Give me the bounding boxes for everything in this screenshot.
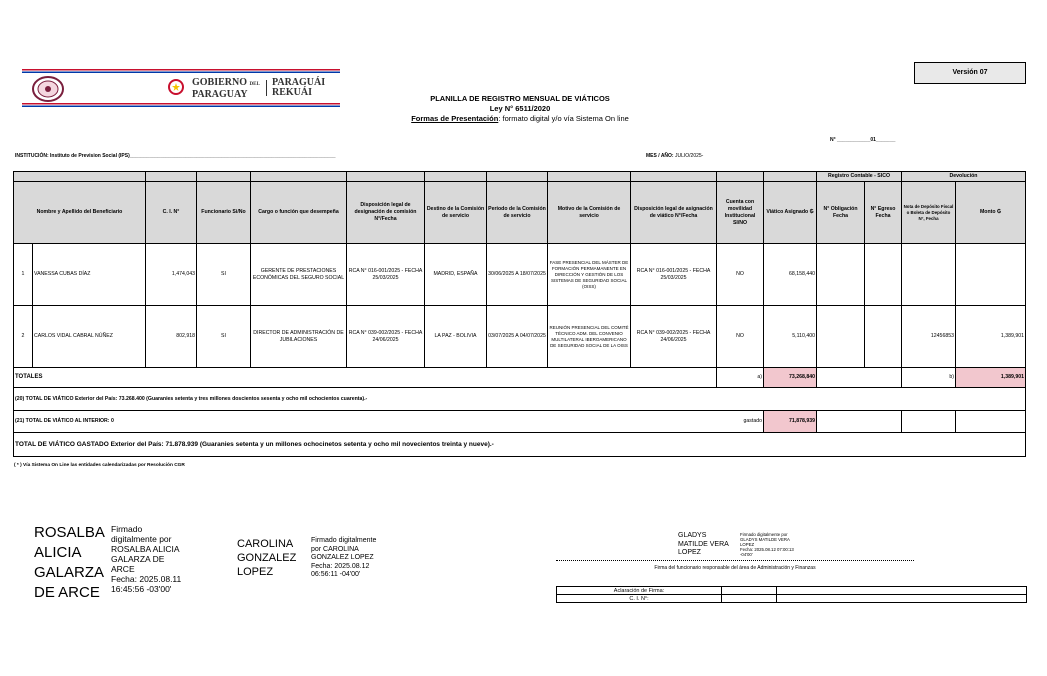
totals-a-value: 73,268,840	[764, 368, 817, 388]
cuenta-value: NO	[717, 244, 764, 306]
motivo-value: FASE PRESENCIAL DEL MÁSTER DE FORMACIÓN PERMAMANENTE EN DIRECCIÓN Y GESTIÓN DE LOS SISTEMAS DE SEGURIDAD SOCIAL (OISS)	[548, 244, 631, 306]
col-disp-viatico: Disposición legal de asignación de viático N°/Fecha	[631, 182, 717, 244]
col-monto: Monto ₲	[956, 182, 1026, 244]
col-disp-comision: Disposición legal de designación de comisión N°/Fecha	[347, 182, 425, 244]
obligacion-value	[817, 306, 865, 368]
table-row	[14, 306, 1026, 368]
totals-b-value: 1,389,901	[956, 368, 1026, 388]
col-ci: C. I. N°	[146, 182, 197, 244]
cargo-value: GERENTE DE PRESTACIONES ECONÓMICAS DEL SEGURO SOCIAL	[251, 244, 347, 306]
flag-stripe-bottom	[22, 103, 340, 107]
total-gastado: TOTAL DE VIÁTICO GASTADO Exterior del País: 71.878.939 (Guaranies setenta y un millones ochocinetos setenta y ocho mil novecientos treinta y nueve).-	[14, 433, 1026, 457]
signature-line	[556, 560, 914, 561]
paraguai-rekuai-logo-text: PARAGUÁI REKUÁI	[272, 77, 326, 98]
monto-value	[956, 244, 1026, 306]
totals-label: TOTALES	[14, 368, 717, 388]
egreso-value	[865, 306, 902, 368]
flag-stripe-top	[22, 69, 340, 73]
signature-1-detail: Firmado digitalmente por ROSALBA ALICIA GALARZA DE ARCE Fecha: 2025.08.11 16:45:56 -03'00'	[111, 524, 182, 594]
funcionario-value: SI	[197, 306, 251, 368]
disp-viatico-value: RCA N° 016-001/2025 - FECHA 25/03/2025	[631, 244, 717, 306]
ips-seal-icon	[30, 75, 66, 103]
beneficiary-name: CARLOS VIDAL CABRAL NÚÑEZ	[33, 306, 146, 368]
col-cargo: Cargo o función que desempeña	[251, 182, 347, 244]
col-obligacion: N° Obligación Fecha	[817, 182, 865, 244]
beneficiary-name: VANESSA CUBAS DÍAZ	[33, 244, 146, 306]
periodo-value: 30/06/2025 A 18/07/2025	[487, 244, 548, 306]
egreso-value	[865, 244, 902, 306]
paraguay-star-icon	[166, 79, 186, 95]
document-title: PLANILLA DE REGISTRO MENSUAL DE VIÁTICOS Ley N° 6511/2020 Formas de Presentación: formato digital y/o vía Sistema On line	[411, 94, 629, 123]
total-interior: (21) TOTAL DE VIÁTICO AL INTERIOR: 0	[14, 411, 717, 433]
totals-b-label: b)	[902, 368, 956, 388]
aclaracion-label: Aclaración de Firma:	[557, 587, 722, 595]
periodo-value: 03/07/2025 A 04/07/2025	[487, 306, 548, 368]
responsible-label: Firma del funcionario responsable del área de Administración y Finanzas	[654, 565, 816, 571]
funcionario-value: SI	[197, 244, 251, 306]
gobierno-logo-text: GOBIERNO DEL PARAGUAY	[192, 77, 260, 100]
cargo-value: DIRECTOR DE ADMINISTRACIÓN DE JUBILACIONES	[251, 306, 347, 368]
footnote: ( * ) Vía Sistema On Line las entidades calendarizadas por Resolución CGR	[14, 463, 185, 468]
ci-value: 802,918	[146, 306, 197, 368]
institution-line: INSTITUCIÓN: Instituto de Prevision Social (IPS)__________________________________________________________________________	[15, 153, 336, 159]
col-periodo: Periodo de la Comisión de servicio	[487, 182, 548, 244]
registro-contable-header: Registro Contable - SICO	[817, 172, 902, 182]
viatico-value: 5,110,400	[764, 306, 817, 368]
disp-comision-value: RCA N° 039-002/2025 - FECHA 24/06/2025	[347, 306, 425, 368]
col-viatico: Viático Asignado ₲	[764, 182, 817, 244]
col-egreso: N° Egreso Fecha	[865, 182, 902, 244]
version-box: Versión 07	[914, 62, 1026, 84]
disp-viatico-value: RCA N° 039-002/2025 - FECHA 24/06/2025	[631, 306, 717, 368]
row-number: 2	[14, 306, 33, 368]
gastado-value: 71,878,939	[764, 411, 817, 433]
destino-value: LA PAZ - BOLIVIA	[425, 306, 487, 368]
devolucion-header: Devolución	[902, 172, 1026, 182]
disp-comision-value: RCA N° 016-001/2025 - FECHA 25/03/2025	[347, 244, 425, 306]
totals-row	[14, 368, 1026, 388]
ci-label: C. I. N°:	[557, 595, 722, 603]
total-exterior: (20) TOTAL DE VIÁTICO Exterior del País: 73.268.400 (Guaranies setenta y tres millones doscientos sesenta y ocho mil ochocientos cuarenta).-	[14, 388, 1026, 411]
ci-value: 1,474,043	[146, 244, 197, 306]
month-year: MES / AÑO: JULIO/2025-	[646, 153, 704, 159]
col-nota: Nota de Depósito Fiscal o Boleta de Depósito N°, Fecha	[902, 182, 956, 244]
col-destino: Destino de la Comisión de servicio	[425, 182, 487, 244]
signature-3-detail: Firmado digitalmente por GLADYS MATILDE VERA LOPEZ Fecha: 2025.08.12 07:00:13 -04'00'	[740, 532, 794, 557]
col-funcionario: Funcionario Si/No	[197, 182, 251, 244]
form-number: N° ____________01_______	[830, 137, 896, 143]
obligacion-value	[817, 244, 865, 306]
signature-2-name: CAROLINA GONZALEZ LOPEZ	[237, 538, 297, 578]
signature-3-name: GLADYS MATILDE VERA LOPEZ	[678, 532, 729, 556]
col-cuenta: Cuenta con movilidad Institucional SI/NO	[717, 182, 764, 244]
viaticos-table	[13, 171, 1026, 457]
nota-value	[902, 244, 956, 306]
nota-value: 12456853	[902, 306, 956, 368]
destino-value: MADRID, ESPAÑA	[425, 244, 487, 306]
gastado-label: gastado	[717, 411, 764, 433]
signature-clarification-table	[556, 586, 1027, 603]
cuenta-value: NO	[717, 306, 764, 368]
logo-divider	[266, 80, 267, 96]
col-name: Nombre y Apellido del Beneficiario	[14, 182, 146, 244]
motivo-value: REUNIÓN PRESENCIAL DEL COMITÉ TÉCNICO ADM. DEL CONVENIO MULTILATERAL IBEROAMERICANO DE SEGURIDAD SOCIAL DE LA OISS	[548, 306, 631, 368]
row-number: 1	[14, 244, 33, 306]
totals-a-label: a)	[717, 368, 764, 388]
viatico-value: 68,158,440	[764, 244, 817, 306]
signature-2-detail: Firmado digitalmente por CAROLINA GONZALEZ LOPEZ Fecha: 2025.08.12 06:56:11 -04'00'	[311, 537, 377, 578]
signature-1-name: ROSALBA ALICIA GALARZA DE ARCE	[34, 524, 105, 601]
col-motivo: Motivo de la Comisión de servicio	[548, 182, 631, 244]
table-row	[14, 244, 1026, 306]
monto-value: 1,389,901	[956, 306, 1026, 368]
